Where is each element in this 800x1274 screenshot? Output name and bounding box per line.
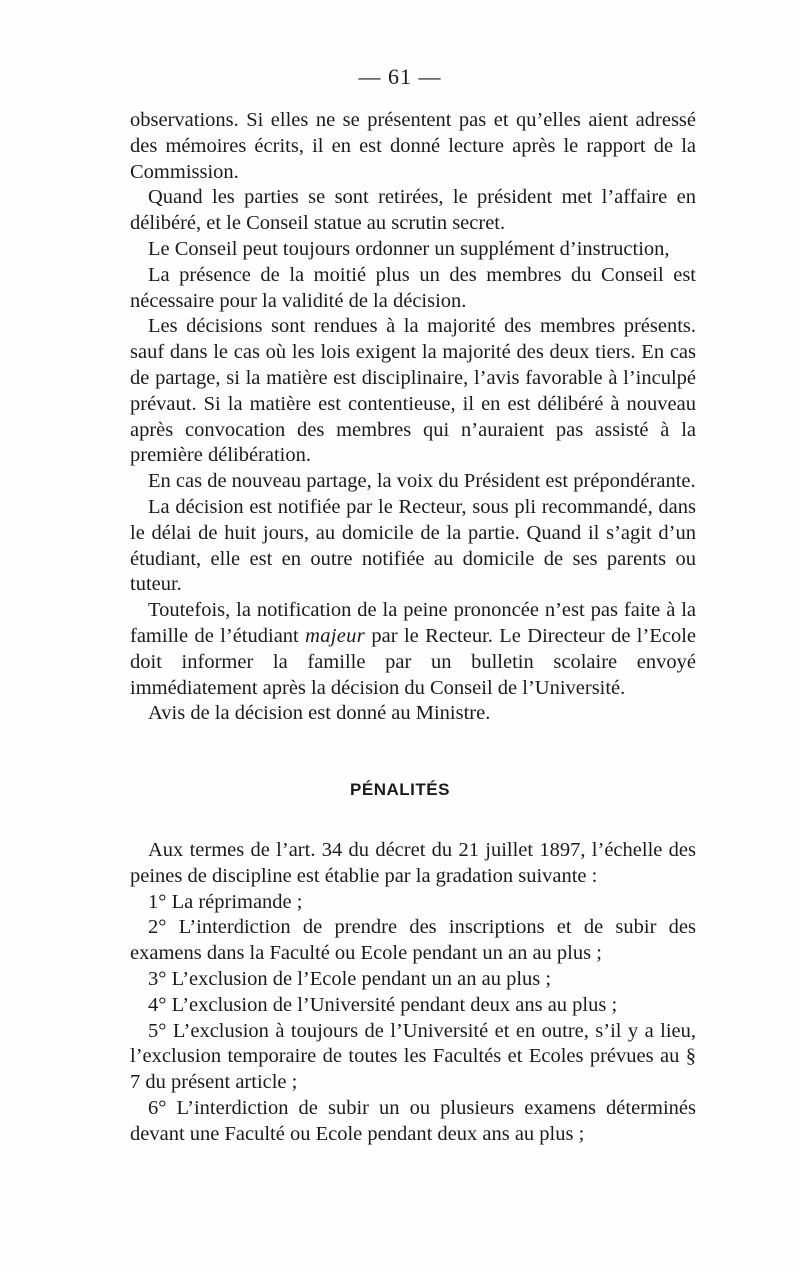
paragraph-observations: observations. Si elles ne se présentent pas et qu’elles aient adressé des mémoires écrits, il en est donné lecture après le rapport de la Commission.: [130, 109, 696, 183]
paragraph-minister-notice: Avis de la décision est donné au Ministre.: [148, 702, 491, 725]
paragraph-instruction: Le Conseil peut toujours ordonner un supplément d’instruction,: [148, 237, 670, 260]
paragraph-tie-vote: En cas de nouveau partage, la voix du Président est prépondérante.: [148, 470, 696, 493]
paragraph-notification: La décision est notifiée par le Recteur, sous pli recommandé, dans le délai de huit jours, au domicile de la partie. Quand il s’agit d’un étudiant, elle est en outre notifiée au domicile de ses parents ou tuteur.: [130, 495, 696, 596]
penalty-item: 2° L’interdiction de prendre des inscriptions et de subir des examens dans la Faculté ou Ecole pendant un an au plus ;: [130, 916, 696, 965]
penalty-item: 4° L’exclusion de l’Université pendant deux ans au plus ;: [148, 993, 618, 1016]
paragraph-family-notification-start: Toutefois, la notification de la peine prononcée n’est pas faite à la famille de l’étudiant: [130, 599, 696, 647]
paragraph-list-intro: Aux termes de l’art. 34 du décret du 21 juillet 1897, l’échelle des peines de discipline est établie par la gradation suivante :: [130, 839, 696, 887]
penalty-item: 1° La réprimande ;: [148, 890, 303, 913]
paragraph-majority: Les décisions sont rendues à la majorité des membres présents. sauf dans le cas où les lois exigent la majorité des deux tiers. En cas de partage, si la matière est disciplinaire, l’avis favorable à l’inculpé prévaut. Si la matière est contentieuse, il en est délibéré à nouveau après convocation des membres qui n’auraient pas assisté à la première délibération.: [130, 315, 696, 467]
italic-word-majeur: majeur: [305, 624, 366, 647]
paragraph-deliberation: Quand les parties se sont retirées, le président met l’affaire en délibéré, et le Conseil statue au scrutin secret.: [130, 186, 696, 235]
text-block-procedure: [130, 108, 696, 727]
section-heading-penalites: PÉNALITÉS: [350, 780, 450, 799]
paragraph-family-notification-end: par le Recteur. Le Directeur de l’Ecole doit informer la famille par un bulletin scolaire envoyé immédiatement après la décision du Conseil de l’Université.: [130, 624, 696, 699]
text-block-penalties: [130, 838, 696, 1148]
penalty-item: 6° L’interdiction de subir un ou plusieurs examens déterminés devant une Faculté ou Ecole pendant deux ans au plus ;: [130, 1096, 696, 1145]
penalty-item: 5° L’exclusion à toujours de l’Université et en outre, s’il y a lieu, l’exclusion temporaire de toutes les Facultés et Ecoles prévues au § 7 du présent article ;: [130, 1019, 696, 1094]
penalty-item: 3° L’exclusion de l’Ecole pendant un an au plus ;: [148, 967, 552, 990]
paragraph-family-notification: [130, 598, 696, 701]
paragraph-quorum: La présence de la moitié plus un des membres du Conseil est nécessaire pour la validité de la décision.: [130, 263, 696, 312]
page-number: — 61 —: [358, 64, 442, 89]
